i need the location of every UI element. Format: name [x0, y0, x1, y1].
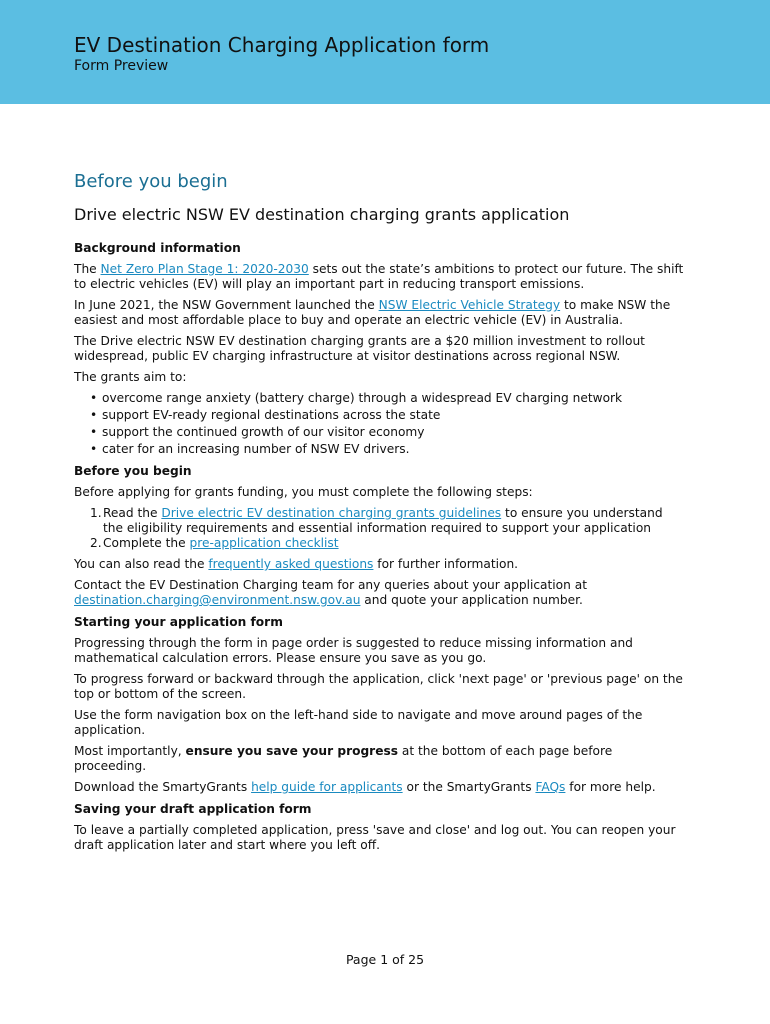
- step-1: 1. Read the Drive electric EV destination charging grants guidelines to ensure you understand the eligibility requirements and essential information required to support your application: [90, 506, 663, 535]
- checklist-link[interactable]: pre-application checklist: [189, 536, 339, 550]
- starting-paragraph-5: Download the SmartyGrants help guide for applicants or the SmartyGrants FAQs for more help.: [74, 780, 656, 794]
- contact-paragraph: Contact the EV Destination Charging team for any queries about your application at destination.charging@environment.nsw.gov.au and quote your application number.: [74, 578, 587, 607]
- list-item: • support the continued growth of our visitor economy: [102, 425, 684, 440]
- starting-paragraph-3: Use the form navigation box on the left-hand side to navigate and move around pages of the application.: [74, 708, 643, 737]
- background-paragraph-2: In June 2021, the NSW Government launched the NSW Electric Vehicle Strategy to make NSW the easiest and most affordable place to buy and operate an electric vehicle (EV) in Australia.: [74, 298, 671, 327]
- starting-heading: Starting your application form: [74, 615, 283, 629]
- ev-strategy-link[interactable]: NSW Electric Vehicle Strategy: [378, 298, 561, 312]
- page-number: Page 1 of 25: [345, 952, 425, 967]
- step-2: 2. Complete the pre-application checklist: [90, 536, 339, 550]
- guidelines-link[interactable]: Drive electric EV destination charging grants guidelines: [161, 506, 502, 520]
- before-intro: Before applying for grants funding, you must complete the following steps:: [74, 485, 533, 499]
- list-item: • support EV-ready regional destinations across the state: [102, 408, 684, 423]
- starting-paragraph-4: Most importantly, ensure you save your progress at the bottom of each page before proceeding.: [74, 744, 613, 773]
- background-paragraph-4: The grants aim to:: [74, 370, 187, 384]
- subsection-title: Drive electric NSW EV destination charging grants application: [74, 205, 570, 224]
- section-title: Before you begin: [74, 171, 228, 192]
- background-paragraph-3: The Drive electric NSW EV destination charging grants are a $20 million investment to rollout widespread, public EV charging infrastructure at visitor destinations across regional NSW.: [74, 334, 645, 363]
- form-subtitle: Form Preview: [74, 58, 169, 74]
- background-paragraph-1: The Net Zero Plan Stage 1: 2020-2030 sets out the state’s ambitions to protect our future. The shift to electric vehicles (EV) will play an important part in reducing transport emissions.: [74, 262, 684, 291]
- contact-email-link[interactable]: destination.charging@environment.nsw.gov.au: [74, 593, 361, 607]
- before-heading: Before you begin: [74, 464, 192, 478]
- faq-link[interactable]: frequently asked questions: [208, 557, 374, 571]
- background-heading: Background information: [74, 241, 241, 255]
- page-content: [74, 170, 684, 859]
- aims-list: [74, 391, 684, 457]
- list-item: • overcome range anxiety (battery charge) through a widespread EV charging network: [102, 391, 684, 406]
- smartygrants-faqs-link[interactable]: FAQs: [535, 780, 566, 794]
- saving-paragraph-1: To leave a partially completed application, press 'save and close' and log out. You can reopen your draft application later and start where you left off.: [74, 823, 676, 852]
- saving-heading: Saving your draft application form: [74, 802, 312, 816]
- faq-paragraph: You can also read the frequently asked questions for further information.: [74, 557, 519, 571]
- starting-paragraph-1: Progressing through the form in page order is suggested to reduce missing information and mathematical calculation errors. Please ensure you save as you go.: [74, 636, 633, 665]
- form-title: EV Destination Charging Application form: [74, 33, 490, 57]
- list-item: • cater for an increasing number of NSW EV drivers.: [102, 442, 684, 457]
- help-guide-link[interactable]: help guide for applicants: [251, 780, 403, 794]
- net-zero-plan-link[interactable]: Net Zero Plan Stage 1: 2020-2030: [100, 262, 309, 276]
- header-banner: [0, 0, 770, 104]
- starting-paragraph-2: To progress forward or backward through the application, click 'next page' or 'previous page' on the top or bottom of the screen.: [74, 672, 683, 701]
- steps-list: [74, 506, 684, 551]
